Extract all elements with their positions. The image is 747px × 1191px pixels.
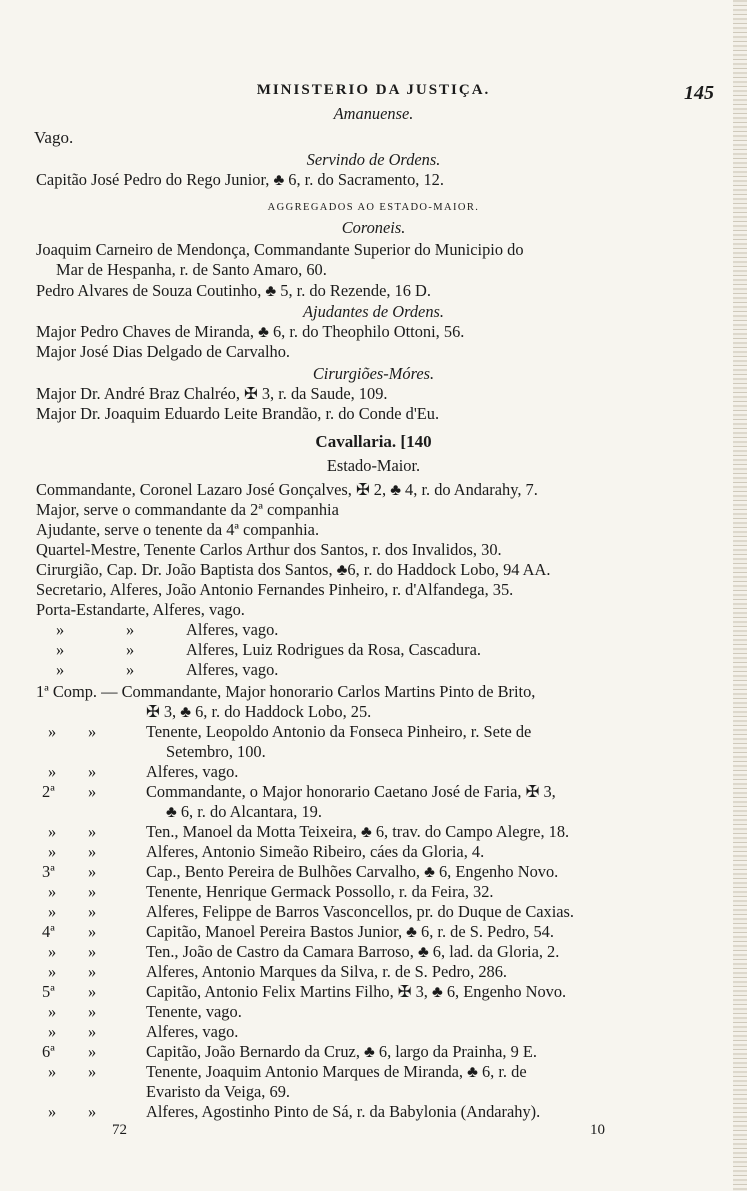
alferes-text: Alferes, Antonio Simeão Ribeiro, cáes da Gloria, 4. bbox=[146, 842, 485, 861]
tenente-text: Tenente, Joaquim Antonio Marques de Miranda, ♣ 6, r. de bbox=[146, 1062, 527, 1081]
ditto-mark: » bbox=[88, 942, 97, 961]
page-number: 145 bbox=[684, 82, 714, 104]
ditto-mark: » bbox=[48, 822, 57, 841]
ditto-mark: » bbox=[48, 1022, 57, 1041]
tenente-text: Tenente, vago. bbox=[146, 1002, 242, 1021]
alferes-text: Alferes, Luiz Rodrigues da Rosa, Cascadura. bbox=[186, 640, 481, 659]
footer-signature-right: 10 bbox=[590, 1122, 605, 1138]
ditto-mark: » bbox=[126, 620, 135, 639]
entry-joaquim-eduardo: Major Dr. Joaquim Eduardo Leite Brandão, r. do Conde d'Eu. bbox=[36, 404, 440, 423]
company-number: 6ª bbox=[42, 1042, 55, 1061]
ditto-mark: » bbox=[88, 902, 97, 921]
entry-joaquim-carneiro-cont: Mar de Hespanha, r. de Santo Amaro, 60. bbox=[56, 260, 327, 279]
section-cirurgioes: Cirurgiões-Móres. bbox=[312, 364, 435, 383]
ditto-mark: » bbox=[88, 1062, 97, 1081]
section-ajudantes: Ajudantes de Ordens. bbox=[303, 302, 444, 321]
commandante-text: Commandante, o Major honorario Caetano José de Faria, ✠ 3, bbox=[146, 782, 556, 801]
entry-vago: Vago. bbox=[34, 128, 74, 147]
ditto-mark: » bbox=[88, 1022, 97, 1041]
ditto-mark: » bbox=[48, 962, 57, 981]
ditto-mark: » bbox=[88, 1002, 97, 1021]
entry-jose-dias: Major José Dias Delgado de Carvalho. bbox=[36, 342, 290, 361]
ditto-mark: » bbox=[88, 842, 97, 861]
ditto-mark: » bbox=[88, 722, 97, 741]
company-1-tenente-cont: Setembro, 100. bbox=[166, 742, 266, 761]
entry-pedro-alvares: Pedro Alvares de Souza Coutinho, ♣ 5, r. do Rezende, 16 D. bbox=[36, 281, 431, 300]
entry-andre-braz: Major Dr. André Braz Chalréo, ✠ 3, r. da Saude, 109. bbox=[36, 384, 388, 403]
ditto-mark: » bbox=[88, 762, 97, 781]
alferes-text: Alferes, Antonio Marques da Silva, r. de S. Pedro, 286. bbox=[146, 962, 508, 981]
alferes-text: Alferes, vago. bbox=[146, 762, 239, 781]
page-header-title: MINISTERIO DA JUSTIÇA. bbox=[256, 82, 491, 98]
entry-commandante: Commandante, Coronel Lazaro José Gonçalves, ✠ 2, ♣ 4, r. do Andarahy, 7. bbox=[36, 480, 538, 499]
ditto-mark: » bbox=[88, 922, 97, 941]
ditto-mark: » bbox=[88, 862, 97, 881]
company-1-commandante: 1ª Comp. — Commandante, Major honorario Carlos Martins Pinto de Brito, bbox=[36, 682, 536, 701]
ditto-mark: » bbox=[56, 620, 65, 639]
company-2-commandante-cont: ♣ 6, r. do Alcantara, 19. bbox=[166, 802, 322, 821]
page-edge bbox=[733, 0, 747, 1191]
ditto-mark: » bbox=[126, 640, 135, 659]
alferes-text: Alferes, vago. bbox=[186, 620, 279, 639]
entry-joaquim-carneiro: Joaquim Carneiro de Mendonça, Commandante Superior do Municipio do bbox=[36, 240, 524, 259]
entry-secretario: Secretario, Alferes, João Antonio Fernandes Pinheiro, r. d'Alfandega, 35. bbox=[36, 580, 514, 599]
ditto-mark: » bbox=[88, 1042, 97, 1061]
ditto-mark: » bbox=[48, 882, 57, 901]
company-1-commandante-cont: ✠ 3, ♣ 6, r. do Haddock Lobo, 25. bbox=[146, 702, 372, 721]
tenente-text: Ten., Manoel da Motta Teixeira, ♣ 6, trav. do Campo Alegre, 18. bbox=[146, 822, 570, 841]
ditto-mark: » bbox=[56, 640, 65, 659]
capitao-text: Capitão, Manoel Pereira Bastos Junior, ♣ 6, r. de S. Pedro, 54. bbox=[146, 922, 554, 941]
tenente-text: Ten., João de Castro da Camara Barroso, ♣ 6, lad. da Gloria, 2. bbox=[146, 942, 560, 961]
entry-porta-estandarte: Porta-Estandarte, Alferes, vago. bbox=[36, 600, 245, 619]
entry-quartel-mestre: Quartel-Mestre, Tenente Carlos Arthur dos Santos, r. dos Invalidos, 30. bbox=[36, 540, 502, 559]
company-number: 3ª bbox=[42, 862, 55, 881]
ditto-mark: » bbox=[56, 660, 65, 679]
footer-signature-left: 72 bbox=[112, 1122, 127, 1138]
company-number: 2ª bbox=[42, 782, 55, 801]
alferes-text: Alferes, vago. bbox=[186, 660, 279, 679]
ditto-mark: » bbox=[88, 782, 97, 801]
section-estado-maior: Estado-Maior. bbox=[326, 456, 421, 475]
ditto-mark: » bbox=[88, 982, 97, 1001]
ditto-mark: » bbox=[48, 942, 57, 961]
ditto-mark: » bbox=[88, 882, 97, 901]
company-number: 4ª bbox=[42, 922, 55, 941]
ditto-mark: » bbox=[48, 722, 57, 741]
company-number: 5ª bbox=[42, 982, 55, 1001]
ditto-mark: » bbox=[88, 1102, 97, 1121]
capitao-text: Capitão, Antonio Felix Martins Filho, ✠ 3, ♣ 6, Engenho Novo. bbox=[146, 982, 567, 1001]
ditto-mark: » bbox=[48, 762, 57, 781]
section-amanuense: Amanuense. bbox=[333, 104, 414, 123]
ditto-mark: » bbox=[88, 822, 97, 841]
tenente-text: Tenente, Henrique Germack Possollo, r. da Feira, 32. bbox=[146, 882, 494, 901]
entry-cirurgiao: Cirurgião, Cap. Dr. João Baptista dos Santos, ♣6, r. do Haddock Lobo, 94 AA. bbox=[36, 560, 551, 579]
ditto-mark: » bbox=[126, 660, 135, 679]
capitao-text: Capitão, João Bernardo da Cruz, ♣ 6, largo da Prainha, 9 E. bbox=[146, 1042, 537, 1061]
alferes-text: Alferes, vago. bbox=[146, 1022, 239, 1041]
section-aggregados: AGGREGADOS AO ESTADO-MAIOR. bbox=[267, 202, 480, 213]
section-cavallaria: Cavallaria. [140 bbox=[315, 432, 432, 451]
ditto-mark: » bbox=[48, 842, 57, 861]
section-servindo: Servindo de Ordens. bbox=[306, 150, 441, 169]
ditto-mark: » bbox=[48, 1062, 57, 1081]
ditto-mark: » bbox=[48, 1102, 57, 1121]
entry-pedro-chaves: Major Pedro Chaves de Miranda, ♣ 6, r. do Theophilo Ottoni, 56. bbox=[36, 322, 465, 341]
tenente-text: Tenente, Leopoldo Antonio da Fonseca Pinheiro, r. Sete de bbox=[146, 722, 532, 741]
entry-major: Major, serve o commandante da 2ª companhia bbox=[36, 500, 339, 519]
capitao-text: Cap., Bento Pereira de Bulhões Carvalho, ♣ 6, Engenho Novo. bbox=[146, 862, 559, 881]
ditto-mark: » bbox=[48, 902, 57, 921]
alferes-text: Alferes, Agostinho Pinto de Sá, r. da Babylonia (Andarahy). bbox=[146, 1102, 541, 1121]
ditto-mark: » bbox=[48, 1002, 57, 1021]
entry-capitao: Capitão José Pedro do Rego Junior, ♣ 6, r. do Sacramento, 12. bbox=[36, 170, 444, 189]
entry-ajudante: Ajudante, serve o tenente da 4ª companhia. bbox=[36, 520, 320, 539]
ditto-mark: » bbox=[88, 962, 97, 981]
alferes-text: Alferes, Felippe de Barros Vasconcellos, pr. do Duque de Caxias. bbox=[146, 902, 575, 921]
company-6-tenente-cont: Evaristo da Veiga, 69. bbox=[146, 1082, 290, 1101]
section-coroneis: Coroneis. bbox=[341, 218, 406, 237]
